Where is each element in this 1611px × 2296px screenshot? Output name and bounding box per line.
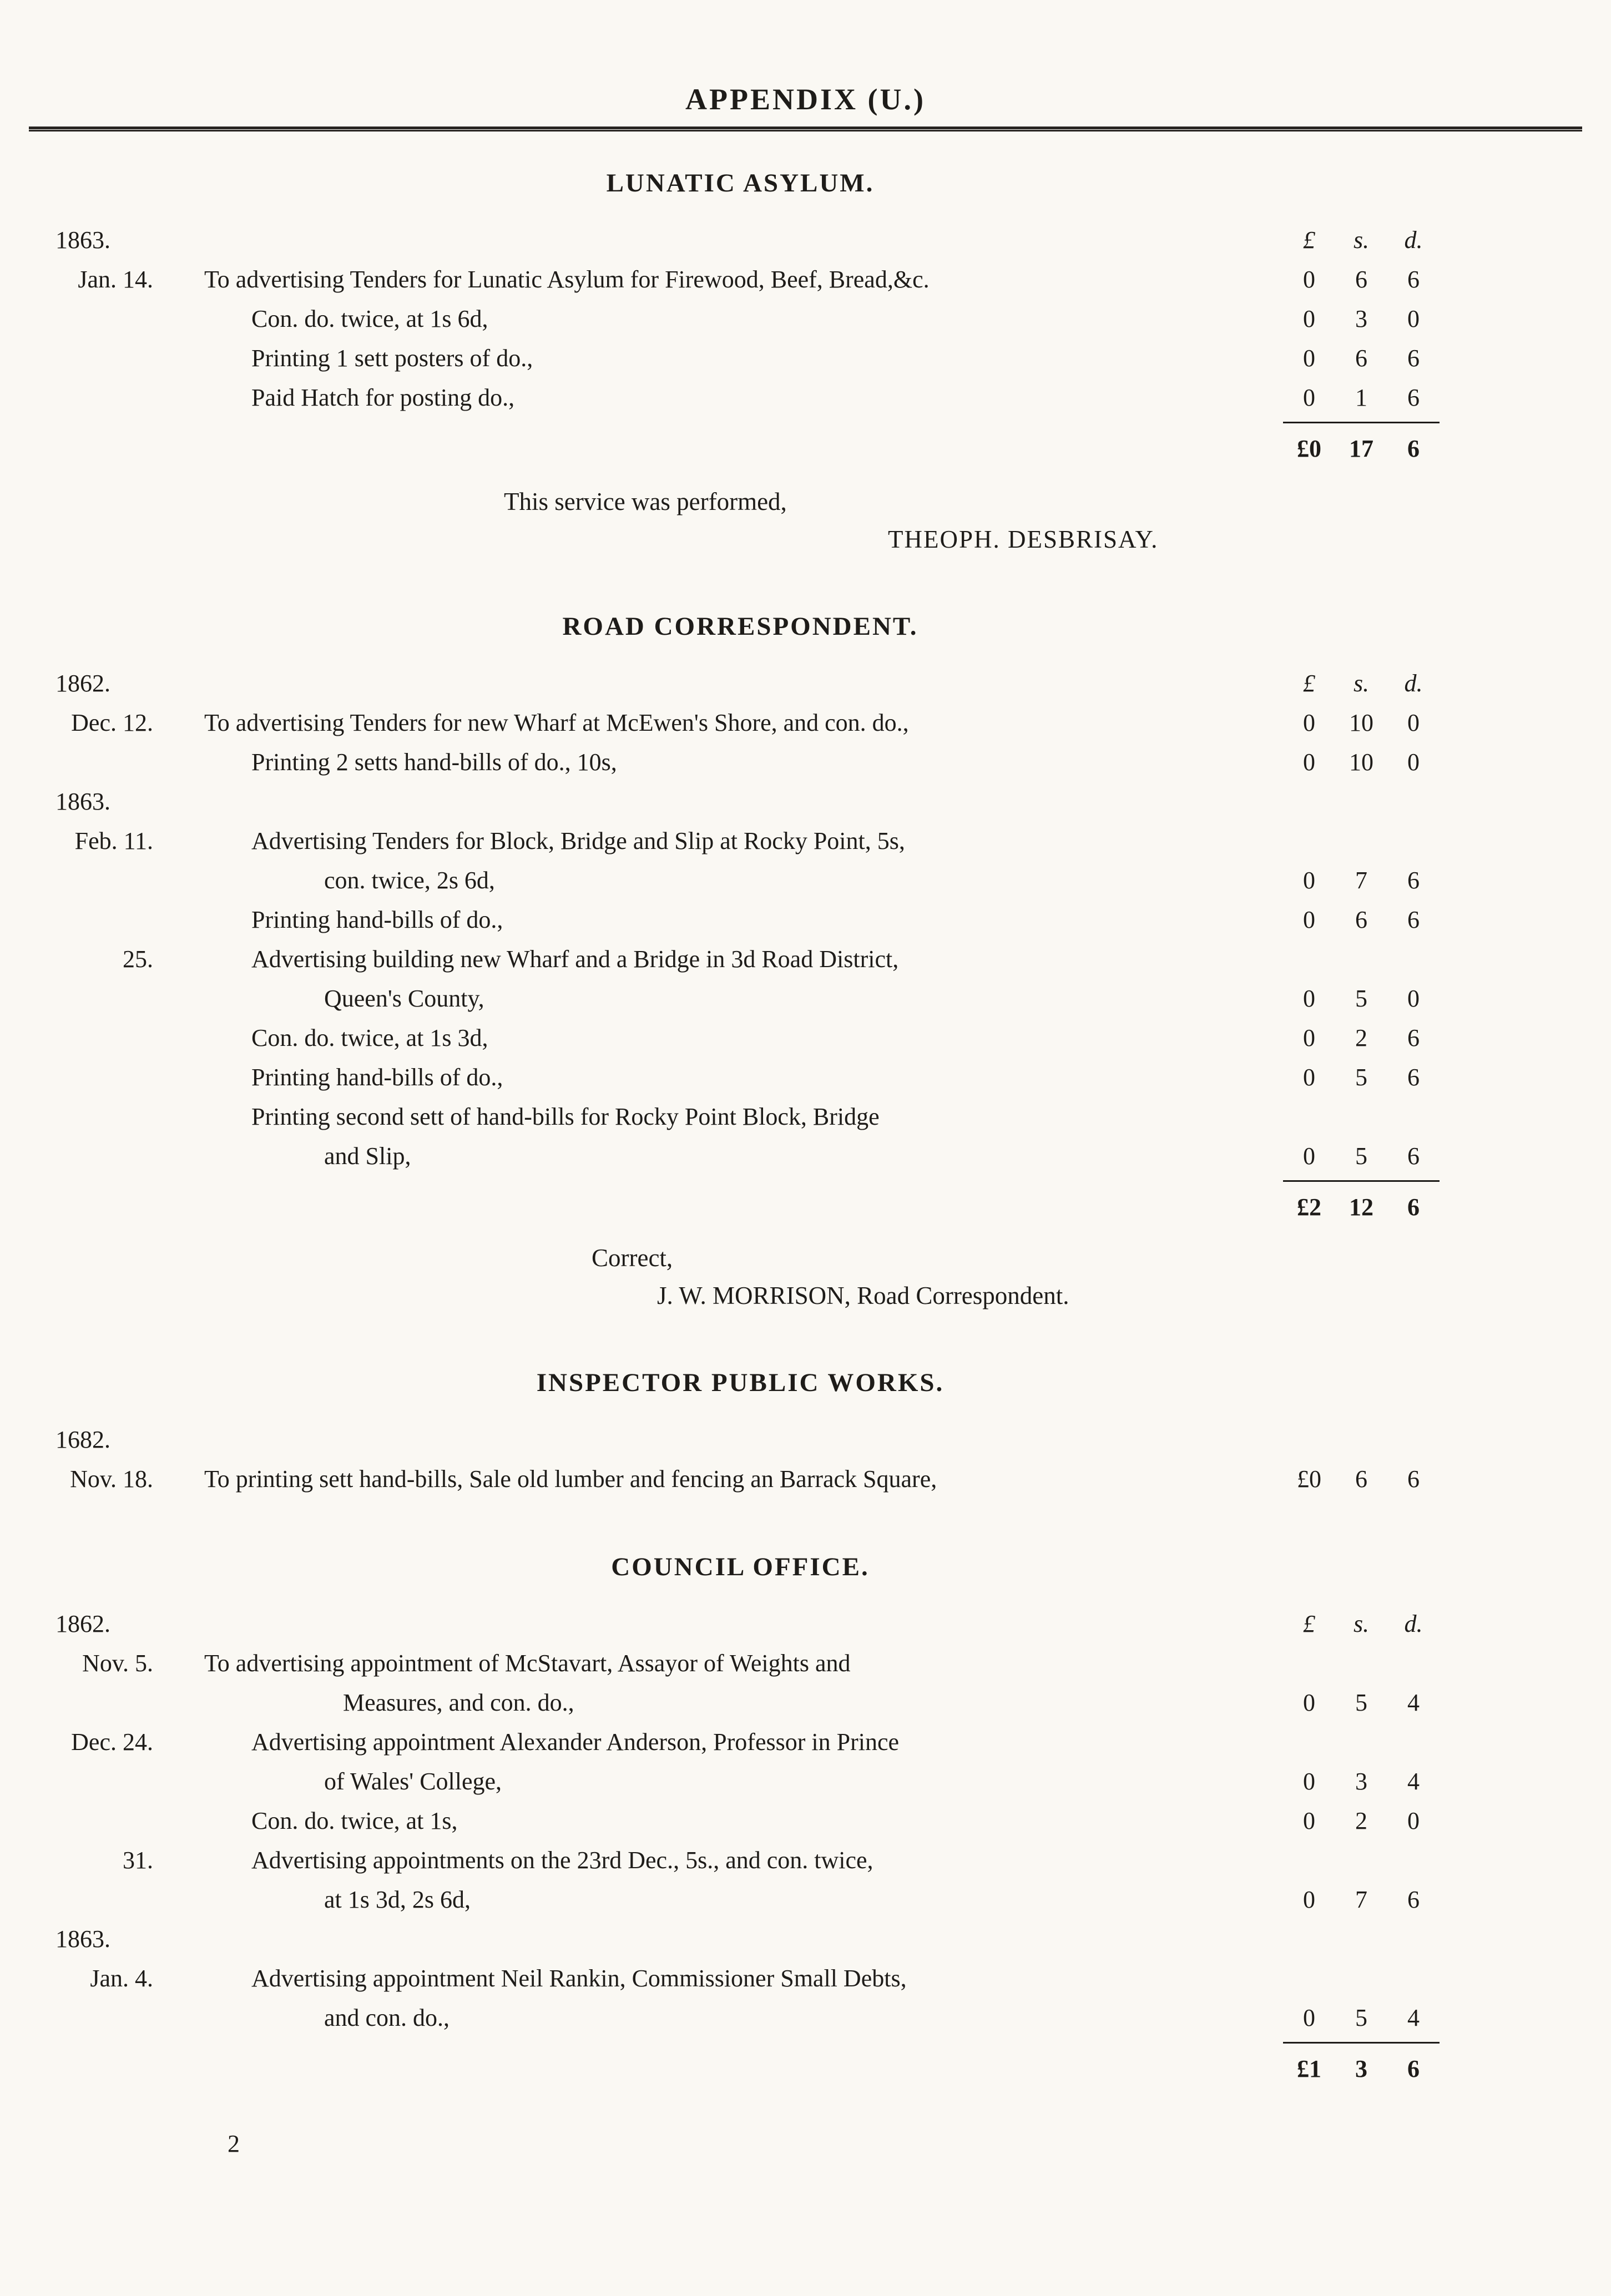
amount-value: 0 <box>1303 1807 1315 1834</box>
amount-value: 6 <box>1407 1024 1420 1051</box>
entry-text: To advertising Tenders for Lunatic Asylum for Firewood, Beef, Bread,&c. <box>204 266 930 293</box>
ledger-row <box>41 1801 1440 1840</box>
entry-amounts <box>1283 1880 1440 1919</box>
total-amounts <box>1283 1180 1440 1227</box>
amount-value: 6 <box>1407 867 1420 894</box>
amount-value: 0 <box>1407 749 1420 776</box>
amount-value: 0 <box>1303 985 1315 1012</box>
amount-value: 3 <box>1355 305 1367 332</box>
entry-date: 25. <box>123 945 153 973</box>
currency-column-label: £ <box>1303 670 1315 697</box>
ledger-row <box>41 1998 1440 2037</box>
ledger-row <box>41 1643 1440 1683</box>
currency-column-label: s. <box>1353 670 1370 697</box>
amount-value: 2 <box>1355 1807 1367 1834</box>
signoff-line: Correct, <box>592 1244 673 1272</box>
total-value: £1 <box>1297 2055 1321 2082</box>
ledger-section <box>41 611 1440 1314</box>
total-value: 17 <box>1349 435 1373 462</box>
entry-text: Printing hand-bills of do., <box>251 906 503 933</box>
amount-value: 4 <box>1407 2004 1420 2031</box>
section-title: COUNCIL OFFICE. <box>611 1552 870 1581</box>
currency-columns <box>1283 664 1440 703</box>
entry-amounts <box>1283 1058 1440 1097</box>
ledger-row <box>41 338 1440 378</box>
amount-value: 6 <box>1407 1064 1420 1091</box>
amount-value: 6 <box>1355 1465 1367 1493</box>
entry-text: Measures, and con. do., <box>343 1689 574 1716</box>
ledger-row <box>41 1097 1440 1136</box>
entry-amounts <box>1283 742 1440 782</box>
ledger-row <box>41 1683 1440 1722</box>
currency-column-label: s. <box>1353 226 1370 254</box>
ledger-section <box>41 168 1440 558</box>
amount-value: 1 <box>1355 384 1367 411</box>
entry-amounts <box>1283 703 1440 742</box>
entry-text: Queen's County, <box>324 985 484 1012</box>
currency-columns <box>1283 220 1440 260</box>
ledger-row <box>41 1840 1440 1880</box>
entry-amounts <box>1283 1136 1440 1176</box>
amount-value: 0 <box>1407 305 1420 332</box>
total-value: 6 <box>1407 435 1420 462</box>
amount-value: 0 <box>1303 1886 1315 1913</box>
ledger-row <box>41 1018 1440 1058</box>
amount-value: 0 <box>1303 749 1315 776</box>
total-value: 6 <box>1407 1193 1420 1221</box>
entry-text: Advertising appointment Alexander Anderson, Professor in Prince <box>251 1728 900 1756</box>
entry-date: Nov. 18. <box>70 1465 153 1493</box>
amount-value: 2 <box>1355 1024 1367 1051</box>
total-row <box>41 2042 1440 2088</box>
entry-amounts <box>1283 299 1440 338</box>
amount-value: 0 <box>1303 867 1315 894</box>
amount-value: 0 <box>1407 985 1420 1012</box>
amount-value: 0 <box>1303 384 1315 411</box>
entry-amounts <box>1283 1459 1440 1499</box>
amount-value: 0 <box>1303 345 1315 372</box>
entry-text: Printing 1 sett posters of do., <box>251 345 533 372</box>
total-value: 3 <box>1355 2055 1367 2082</box>
entry-date: Dec. 24. <box>71 1728 153 1756</box>
total-value: £2 <box>1297 1193 1321 1221</box>
amount-value: 10 <box>1349 709 1373 736</box>
year-label: 1863. <box>55 788 110 815</box>
signoff-line: THEOPH. DESBRISAY. <box>888 525 1159 553</box>
entry-date: Jan. 4. <box>90 1965 153 1992</box>
entry-text: Printing second sett of hand-bills for Rocky Point Block, Bridge <box>251 1103 880 1130</box>
ledger-row <box>41 821 1440 861</box>
amount-value: 4 <box>1407 1768 1420 1795</box>
signoff-line: This service was performed, <box>504 488 787 515</box>
amount-value: 0 <box>1303 906 1315 933</box>
entry-text: Advertising appointments on the 23rd Dec., 5s., and con. twice, <box>251 1847 873 1874</box>
entry-text: and con. do., <box>324 2004 450 2031</box>
year-label: 1862. <box>55 670 110 697</box>
entry-text: To advertising Tenders for new Wharf at McEwen's Shore, and con. do., <box>204 709 909 736</box>
ledger-row <box>41 900 1440 939</box>
amount-value: 0 <box>1303 305 1315 332</box>
ledger-sections <box>0 168 1611 2088</box>
year-label: 1682. <box>55 1426 110 1453</box>
section-title: ROAD CORRESPONDENT. <box>562 612 918 641</box>
ledger-row <box>41 742 1440 782</box>
amount-value: 0 <box>1303 2004 1315 2031</box>
entry-date: Feb. 11. <box>74 827 153 854</box>
amount-value: 6 <box>1355 906 1367 933</box>
amount-value: 6 <box>1407 1465 1420 1493</box>
currency-column-label: £ <box>1303 226 1315 254</box>
amount-value: 6 <box>1407 906 1420 933</box>
entry-text: of Wales' College, <box>324 1768 502 1795</box>
total-row <box>41 1180 1440 1227</box>
entry-amounts <box>1283 260 1440 299</box>
year-row <box>41 1919 1440 1959</box>
entry-text: Paid Hatch for posting do., <box>251 384 515 411</box>
amount-value: 6 <box>1407 384 1420 411</box>
entry-text: Advertising appointment Neil Rankin, Commissioner Small Debts, <box>251 1965 907 1992</box>
entry-text: and Slip, <box>324 1142 411 1170</box>
amount-value: 7 <box>1355 1886 1367 1913</box>
entry-amounts <box>1283 1683 1440 1722</box>
ledger-row <box>41 378 1440 417</box>
entry-amounts <box>1283 1762 1440 1801</box>
entry-date: Jan. 14. <box>78 266 153 293</box>
column-header-row <box>41 220 1440 260</box>
entry-text: Con. do. twice, at 1s, <box>251 1807 458 1834</box>
entry-text: Con. do. twice, at 1s 6d, <box>251 305 488 332</box>
amount-value: 5 <box>1355 1064 1367 1091</box>
total-row <box>41 422 1440 468</box>
entry-amounts <box>1283 378 1440 417</box>
amount-value: 5 <box>1355 2004 1367 2031</box>
ledger-row <box>41 1762 1440 1801</box>
ledger-row <box>41 1058 1440 1097</box>
year-row <box>41 1420 1440 1459</box>
total-value: 6 <box>1407 2055 1420 2082</box>
page-title: APPENDIX (U.) <box>685 83 926 116</box>
ledger-row <box>41 861 1440 900</box>
entry-text: at 1s 3d, 2s 6d, <box>324 1886 471 1913</box>
ledger-row <box>41 1880 1440 1919</box>
amount-value: 0 <box>1303 1768 1315 1795</box>
total-value: £0 <box>1297 435 1321 462</box>
ledger-row <box>41 979 1440 1018</box>
year-row <box>41 782 1440 821</box>
amount-value: 7 <box>1355 867 1367 894</box>
year-label: 1863. <box>55 226 110 254</box>
entry-text: To advertising appointment of McStavart, Assayor of Weights and <box>204 1650 851 1677</box>
amount-value: £0 <box>1297 1465 1321 1493</box>
currency-column-label: s. <box>1353 1610 1370 1637</box>
section-title: LUNATIC ASYLUM. <box>606 169 875 198</box>
ledger-row <box>41 1722 1440 1762</box>
entry-amounts <box>1283 900 1440 939</box>
currency-column-label: d. <box>1404 1610 1423 1637</box>
entry-text: Advertising Tenders for Block, Bridge and Slip at Rocky Point, 5s, <box>251 827 905 854</box>
amount-value: 6 <box>1355 266 1367 293</box>
section-title: INSPECTOR PUBLIC WORKS. <box>536 1368 945 1397</box>
entry-text: To printing sett hand-bills, Sale old lumber and fencing an Barrack Square, <box>204 1465 937 1493</box>
ledger-row <box>41 1136 1440 1176</box>
ledger-row <box>41 1459 1440 1499</box>
ledger-row <box>41 1959 1440 1998</box>
amount-value: 0 <box>1303 1142 1315 1170</box>
entry-date: Nov. 5. <box>82 1650 153 1677</box>
amount-value: 0 <box>1407 1807 1420 1834</box>
amount-value: 6 <box>1407 1142 1420 1170</box>
entry-amounts <box>1283 338 1440 378</box>
signoff-line: J. W. MORRISON, Road Correspondent. <box>657 1282 1069 1309</box>
amount-value: 5 <box>1355 985 1367 1012</box>
amount-value: 0 <box>1407 709 1420 736</box>
header-double-rule <box>29 127 1582 132</box>
year-label: 1862. <box>55 1610 110 1637</box>
currency-column-label: £ <box>1303 1610 1315 1637</box>
entry-text: Printing 2 setts hand-bills of do., 10s, <box>251 749 617 776</box>
entry-date: 31. <box>123 1847 153 1874</box>
total-amounts <box>1283 422 1440 468</box>
entry-amounts <box>1283 861 1440 900</box>
currency-columns <box>1283 1604 1440 1643</box>
entry-text: Con. do. twice, at 1s 3d, <box>251 1024 488 1051</box>
currency-column-label: d. <box>1404 226 1423 254</box>
total-amounts <box>1283 2042 1440 2088</box>
amount-value: 5 <box>1355 1689 1367 1716</box>
ledger-section <box>41 1368 1440 1499</box>
year-label: 1863. <box>55 1925 110 1953</box>
entry-date: Dec. 12. <box>71 709 153 736</box>
ledger-section <box>41 1552 1440 2088</box>
amount-value: 6 <box>1407 345 1420 372</box>
amount-value: 3 <box>1355 1768 1367 1795</box>
entry-amounts <box>1283 1801 1440 1840</box>
entry-amounts <box>1283 1018 1440 1058</box>
ledger-row <box>41 260 1440 299</box>
entry-amounts <box>1283 979 1440 1018</box>
total-value: 12 <box>1349 1193 1373 1221</box>
column-header-row <box>41 1604 1440 1643</box>
entry-text: Advertising building new Wharf and a Bridge in 3d Road District, <box>251 945 899 973</box>
amount-value: 0 <box>1303 266 1315 293</box>
page-number: 2 <box>228 2130 240 2157</box>
amount-value: 5 <box>1355 1142 1367 1170</box>
amount-value: 6 <box>1355 345 1367 372</box>
entry-text: con. twice, 2s 6d, <box>324 867 495 894</box>
ledger-row <box>41 299 1440 338</box>
entry-text: Printing hand-bills of do., <box>251 1064 503 1091</box>
amount-value: 0 <box>1303 1024 1315 1051</box>
currency-column-label: d. <box>1404 670 1423 697</box>
amount-value: 6 <box>1407 266 1420 293</box>
amount-value: 0 <box>1303 1689 1315 1716</box>
column-header-row <box>41 664 1440 703</box>
amount-value: 0 <box>1303 1064 1315 1091</box>
ledger-row <box>41 939 1440 979</box>
ledger-row <box>41 703 1440 742</box>
amount-value: 0 <box>1303 709 1315 736</box>
amount-value: 4 <box>1407 1689 1420 1716</box>
amount-value: 6 <box>1407 1886 1420 1913</box>
amount-value: 10 <box>1349 749 1373 776</box>
entry-amounts <box>1283 1998 1440 2037</box>
